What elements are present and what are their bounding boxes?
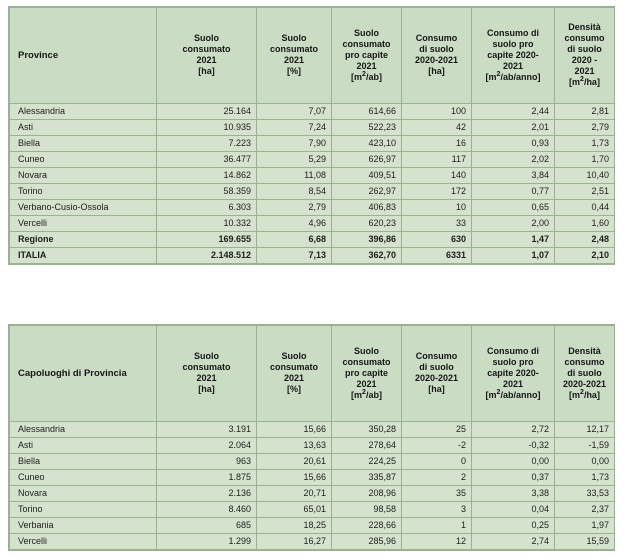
row-label: Alessandria (10, 422, 157, 438)
cell-value: 15,59 (555, 534, 615, 550)
cell-value: 0 (402, 454, 472, 470)
header-line: di suolo (419, 362, 454, 372)
cell-value: 620,23 (332, 216, 402, 232)
province-table (9, 7, 615, 264)
row-label: Torino (10, 184, 157, 200)
cell-value: 2,79 (257, 200, 332, 216)
header-line: [ha] (428, 66, 445, 76)
cell-value: 8.460 (157, 502, 257, 518)
cell-value: 362,70 (332, 248, 402, 264)
header-line: $[m^2/ab]$ (351, 70, 382, 82)
cell-value: 2.064 (157, 438, 257, 454)
cell-value: 2,81 (555, 104, 615, 120)
cell-value: 6331 (402, 248, 472, 264)
cell-value: 1,47 (472, 232, 555, 248)
cell-value: 10.935 (157, 120, 257, 136)
header-line: Suolo (281, 33, 307, 43)
cell-value: 100 (402, 104, 472, 120)
cell-value: 15,66 (257, 422, 332, 438)
cell-value: 16 (402, 136, 472, 152)
cell-value: 335,87 (332, 470, 402, 486)
header-line: [ha] (428, 384, 445, 394)
cell-value: 2,37 (555, 502, 615, 518)
cell-value: 2,02 (472, 152, 555, 168)
header-line: 2020-2021 (414, 55, 459, 65)
row-label: Regione (10, 232, 157, 248)
column-header-4 (402, 326, 472, 422)
row-label: Asti (10, 120, 157, 136)
capoluoghi-table (9, 325, 615, 550)
column-header-6 (555, 8, 615, 104)
header-line: suolo pro (492, 38, 534, 49)
header-line: Consumo (415, 351, 458, 361)
header-line: consumato (269, 362, 318, 372)
header-line: capite 2020- (487, 49, 539, 60)
row-label: Verbania (10, 518, 157, 534)
cell-value: 16,27 (257, 534, 332, 550)
cell-value: 2,01 (472, 120, 555, 136)
superscript-two: 2 (496, 388, 501, 396)
cell-value: 11,08 (257, 168, 332, 184)
header-line: $[m^2/ab]$ (351, 388, 382, 400)
header-line: consumato (342, 38, 391, 49)
header-line: Consumo (415, 33, 458, 43)
cell-value: 6,68 (257, 232, 332, 248)
header-line: di suolo (419, 44, 454, 54)
cell-value: 350,28 (332, 422, 402, 438)
superscript-two: 2 (362, 388, 366, 396)
header-line: 2020 - (571, 55, 598, 65)
cell-value: 33 (402, 216, 472, 232)
cell-value: 6.303 (157, 200, 257, 216)
cell-value: 5,29 (257, 152, 332, 168)
cell-value: 42 (402, 120, 472, 136)
cell-value: 0,25 (472, 518, 555, 534)
header-line: Consumo di (487, 345, 539, 356)
cell-value: 630 (402, 232, 472, 248)
table-row (10, 232, 615, 248)
cell-value: 20,71 (257, 486, 332, 502)
cell-value: 0,65 (472, 200, 555, 216)
cell-value: 2,44 (472, 104, 555, 120)
cell-value: 1 (402, 518, 472, 534)
cell-value: 614,66 (332, 104, 402, 120)
cell-value: 278,64 (332, 438, 402, 454)
header-row (10, 8, 615, 104)
table-row (10, 120, 615, 136)
row-label: Verbano-Cusio-Ossola (10, 200, 157, 216)
header-line: 2021 (356, 60, 377, 71)
cell-value: -1,59 (555, 438, 615, 454)
superscript-two: 2 (362, 70, 366, 78)
column-header-1 (157, 326, 257, 422)
header-line: Suolo (281, 351, 307, 361)
cell-value: 2,74 (472, 534, 555, 550)
cell-value: 13,63 (257, 438, 332, 454)
province-table-header (10, 8, 615, 104)
cell-value: 140 (402, 168, 472, 184)
cell-value: 406,83 (332, 200, 402, 216)
cell-value: 285,96 (332, 534, 402, 550)
cell-value: 685 (157, 518, 257, 534)
cell-value: 1,97 (555, 518, 615, 534)
table-row (10, 502, 615, 518)
row-label: Novara (10, 168, 157, 184)
header-line: 2021 (356, 378, 377, 389)
column-header-row-label (10, 8, 157, 104)
header-line: 2021 (502, 378, 524, 389)
header-line: Capoluoghi di Provincia (18, 367, 127, 379)
cell-value: 169.655 (157, 232, 257, 248)
province-table-container (8, 6, 615, 265)
header-line: consumo (564, 356, 605, 367)
cell-value: 2.136 (157, 486, 257, 502)
cell-value: 18,25 (257, 518, 332, 534)
table-row (10, 184, 615, 200)
superscript-two: 2 (496, 70, 501, 78)
row-label: ITALIA (10, 248, 157, 264)
header-line: Densità (568, 22, 601, 32)
row-label: Torino (10, 502, 157, 518)
cell-value: 0,93 (472, 136, 555, 152)
cell-value: 12 (402, 534, 472, 550)
cell-value: 3,38 (472, 486, 555, 502)
capoluoghi-table-header (10, 326, 615, 422)
table-row (10, 470, 615, 486)
cell-value: 1.875 (157, 470, 257, 486)
header-line: Suolo (194, 351, 219, 361)
row-label: Cuneo (10, 152, 157, 168)
column-header-5 (472, 8, 555, 104)
row-label: Biella (10, 454, 157, 470)
column-header-row-label (10, 326, 157, 422)
cell-value: 14.862 (157, 168, 257, 184)
header-line: [ha] (198, 384, 215, 394)
column-header-1 (157, 8, 257, 104)
province-table-body (10, 104, 615, 264)
cell-value: 1,73 (555, 136, 615, 152)
table-row (10, 534, 615, 550)
header-line: Province (18, 49, 59, 61)
cell-value: 117 (402, 152, 472, 168)
table-row (10, 518, 615, 534)
header-line: Densità (568, 345, 601, 356)
header-line: consumato (269, 44, 318, 54)
header-line: consumo (564, 33, 605, 43)
cell-value: 65,01 (257, 502, 332, 518)
cell-value: 224,25 (332, 454, 402, 470)
cell-value: 25.164 (157, 104, 257, 120)
column-header-5 (472, 326, 555, 422)
header-line: Suolo (194, 33, 219, 43)
cell-value: 2,79 (555, 120, 615, 136)
header-line: consumato (182, 362, 231, 372)
column-header-3 (332, 326, 402, 422)
column-header-4 (402, 8, 472, 104)
cell-value: 522,23 (332, 120, 402, 136)
header-line: pro capite (344, 49, 388, 60)
header-line: di suolo (567, 367, 602, 378)
cell-value: 172 (402, 184, 472, 200)
cell-value: 1,70 (555, 152, 615, 168)
cell-value: 0,37 (472, 470, 555, 486)
capoluoghi-table-container (8, 324, 615, 551)
header-row (10, 326, 615, 422)
cell-value: -0,32 (472, 438, 555, 454)
header-line: Suolo (354, 345, 379, 356)
cell-value: 2.148.512 (157, 248, 257, 264)
table-row (10, 200, 615, 216)
cell-value: 262,97 (332, 184, 402, 200)
cell-value: 7.223 (157, 136, 257, 152)
cell-value: 98,58 (332, 502, 402, 518)
header-line: $[m^2/ab/anno]$ (485, 70, 541, 82)
table-row (10, 454, 615, 470)
cell-value: 35 (402, 486, 472, 502)
table-row (10, 248, 615, 264)
row-label: Novara (10, 486, 157, 502)
header-line: $[m^2/ha]$ (569, 76, 600, 87)
table-row (10, 136, 615, 152)
superscript-two: 2 (580, 76, 584, 83)
cell-value: 1,07 (472, 248, 555, 264)
cell-value: 396,86 (332, 232, 402, 248)
header-line: 2021 (502, 60, 524, 71)
header-line: $[m^2/ab/anno]$ (485, 388, 541, 400)
column-header-3 (332, 8, 402, 104)
header-line: consumato (342, 356, 391, 367)
header-line: consumato (182, 44, 231, 54)
cell-value: 1,73 (555, 470, 615, 486)
header-line: 2021 (574, 66, 595, 76)
cell-value: 0,04 (472, 502, 555, 518)
cell-value: 1,60 (555, 216, 615, 232)
cell-value: 2,72 (472, 422, 555, 438)
cell-value: 58.359 (157, 184, 257, 200)
cell-value: 0,00 (472, 454, 555, 470)
row-label: Alessandria (10, 104, 157, 120)
cell-value: 7,07 (257, 104, 332, 120)
superscript-two: 2 (580, 388, 584, 396)
table-row (10, 168, 615, 184)
cell-value: 626,97 (332, 152, 402, 168)
cell-value: 409,51 (332, 168, 402, 184)
cell-value: 1.299 (157, 534, 257, 550)
header-line: capite 2020- (487, 367, 539, 378)
cell-value: 2,51 (555, 184, 615, 200)
table-row (10, 216, 615, 232)
cell-value: 2,00 (472, 216, 555, 232)
row-label: Vercelli (10, 216, 157, 232)
cell-value: 7,24 (257, 120, 332, 136)
table-row (10, 422, 615, 438)
cell-value: 10,40 (555, 168, 615, 184)
cell-value: 20,61 (257, 454, 332, 470)
cell-value: 963 (157, 454, 257, 470)
column-header-2 (257, 326, 332, 422)
cell-value: 12,17 (555, 422, 615, 438)
header-line: [ha] (198, 66, 215, 76)
header-line: [%] (287, 384, 301, 394)
row-label: Biella (10, 136, 157, 152)
cell-value: 3 (402, 502, 472, 518)
cell-value: -2 (402, 438, 472, 454)
cell-value: 7,90 (257, 136, 332, 152)
column-header-2 (257, 8, 332, 104)
cell-value: 2,10 (555, 248, 615, 264)
header-line: pro capite (344, 367, 388, 378)
cell-value: 0,00 (555, 454, 615, 470)
cell-value: 4,96 (257, 216, 332, 232)
cell-value: 3,84 (472, 168, 555, 184)
header-line: $[m^2/ha]$ (569, 388, 600, 400)
cell-value: 2 (402, 470, 472, 486)
cell-value: 36.477 (157, 152, 257, 168)
row-label: Asti (10, 438, 157, 454)
header-line: Suolo (354, 27, 379, 38)
header-line: suolo pro (492, 356, 534, 367)
header-line: [%] (287, 66, 301, 76)
cell-value: 15,66 (257, 470, 332, 486)
row-label: Cuneo (10, 470, 157, 486)
cell-value: 0,44 (555, 200, 615, 216)
cell-value: 10 (402, 200, 472, 216)
header-line: 2021 (283, 55, 305, 65)
cell-value: 10.332 (157, 216, 257, 232)
cell-value: 8,54 (257, 184, 332, 200)
cell-value: 423,10 (332, 136, 402, 152)
header-line: Consumo di (487, 27, 539, 38)
cell-value: 33,53 (555, 486, 615, 502)
column-header-6 (555, 326, 615, 422)
cell-value: 0,77 (472, 184, 555, 200)
table-row (10, 438, 615, 454)
header-line: 2021 (283, 373, 305, 383)
cell-value: 7,13 (257, 248, 332, 264)
header-line: 2020-2021 (562, 378, 607, 389)
table-row (10, 486, 615, 502)
row-label: Vercelli (10, 534, 157, 550)
header-line: di suolo (567, 44, 602, 54)
cell-value: 25 (402, 422, 472, 438)
table-row (10, 152, 615, 168)
cell-value: 208,96 (332, 486, 402, 502)
table-row (10, 104, 615, 120)
cell-value: 3.191 (157, 422, 257, 438)
capoluoghi-table-body (10, 422, 615, 550)
cell-value: 2,48 (555, 232, 615, 248)
cell-value: 228,66 (332, 518, 402, 534)
header-line: 2021 (196, 55, 217, 65)
header-line: 2021 (196, 373, 217, 383)
header-line: 2020-2021 (414, 373, 459, 383)
